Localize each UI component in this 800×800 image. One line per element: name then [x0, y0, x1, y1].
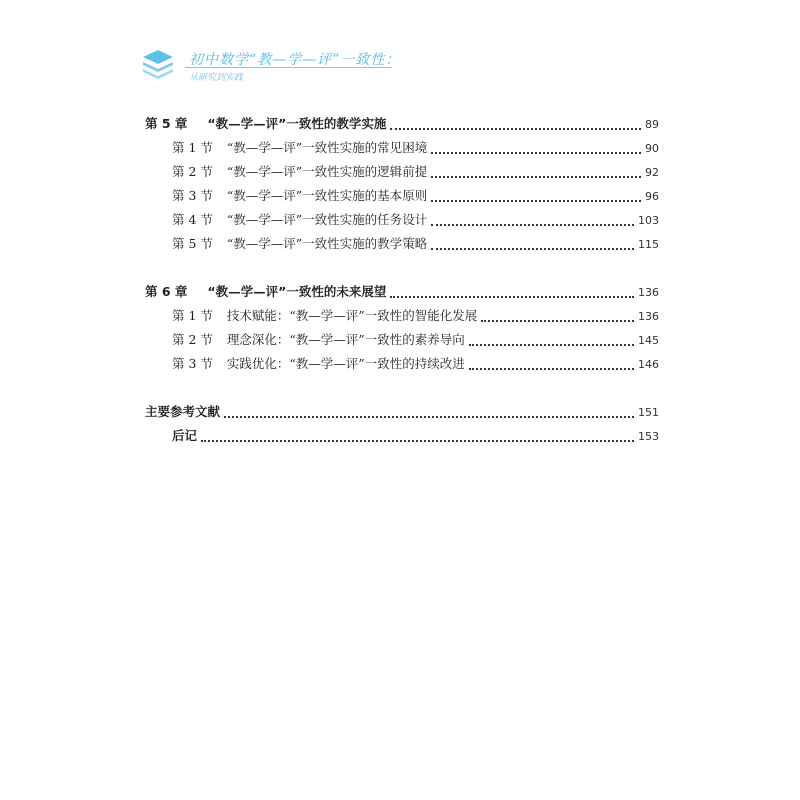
- toc-references[interactable]: [145, 400, 659, 424]
- toc-section[interactable]: [145, 184, 659, 208]
- section-title: “教—学—评”一致性实施的常见困境: [226, 140, 428, 155]
- section-number: 第 5 节: [172, 236, 213, 251]
- section-number: 第 2 节: [172, 332, 213, 347]
- dot-leader: [390, 127, 641, 130]
- toc-section[interactable]: [145, 136, 659, 160]
- page-number: 145: [638, 334, 659, 347]
- dot-leader: [431, 223, 634, 226]
- dot-leader: [469, 367, 634, 370]
- dot-leader: [431, 151, 641, 154]
- page-number: 96: [645, 190, 659, 203]
- dot-leader: [431, 175, 641, 178]
- dot-leader: [431, 247, 634, 250]
- section-number: 第 2 节: [172, 164, 213, 179]
- book-subtitle: 从研究到实践: [189, 73, 244, 83]
- section-title: “教—学—评”一致性实施的基本原则: [226, 188, 428, 203]
- toc-section[interactable]: [145, 160, 659, 184]
- page-number: 151: [638, 406, 659, 419]
- layers-logo-icon: [141, 48, 175, 80]
- chapter-number: 第 5 章: [145, 116, 188, 131]
- chapter-title: “教—学—评”一致性的教学实施: [207, 116, 387, 131]
- toc-section[interactable]: [145, 304, 659, 328]
- chapter-title: “教—学—评”一致性的未来展望: [207, 284, 387, 299]
- references-title: 主要参考文献: [145, 404, 221, 419]
- toc-section[interactable]: [145, 352, 659, 376]
- dot-leader: [481, 319, 634, 322]
- dot-leader: [431, 199, 641, 202]
- page-number: 89: [645, 118, 659, 131]
- page-number: 136: [638, 310, 659, 323]
- table-of-contents: [145, 112, 659, 448]
- afterword-title: 后记: [172, 428, 198, 443]
- section-title: 技术赋能：“教—学—评”一致性的智能化发展: [226, 308, 478, 323]
- dot-leader: [469, 343, 634, 346]
- page-number: 136: [638, 286, 659, 299]
- page-number: 115: [638, 238, 659, 251]
- book-title: 初中数学“教—学—评”一致性：: [189, 52, 401, 68]
- toc-section[interactable]: [145, 328, 659, 352]
- dot-leader: [201, 439, 634, 442]
- page-number: 103: [638, 214, 659, 227]
- chapter-gap: [145, 256, 659, 280]
- section-number: 第 3 节: [172, 356, 213, 371]
- section-title: 实践优化：“教—学—评”一致性的持续改进: [226, 356, 465, 371]
- section-title: “教—学—评”一致性实施的教学策略: [226, 236, 428, 251]
- chapter-gap: [145, 376, 659, 400]
- section-number: 第 1 节: [172, 308, 213, 323]
- chapter-number: 第 6 章: [145, 284, 188, 299]
- toc-section[interactable]: [145, 232, 659, 256]
- toc-chapter-5[interactable]: [145, 112, 659, 136]
- page-number: 153: [638, 430, 659, 443]
- toc-afterword[interactable]: [145, 424, 659, 448]
- page-number: 146: [638, 358, 659, 371]
- section-title: 理念深化：“教—学—评”一致性的素养导向: [226, 332, 465, 347]
- page-number: 92: [645, 166, 659, 179]
- section-number: 第 4 节: [172, 212, 213, 227]
- section-title: “教—学—评”一致性实施的逻辑前提: [226, 164, 428, 179]
- section-number: 第 1 节: [172, 140, 213, 155]
- dot-leader: [390, 295, 634, 298]
- running-header: [141, 44, 401, 84]
- section-number: 第 3 节: [172, 188, 213, 203]
- page-number: 90: [645, 142, 659, 155]
- toc-section[interactable]: [145, 208, 659, 232]
- toc-chapter-6[interactable]: [145, 280, 659, 304]
- dot-leader: [224, 415, 634, 418]
- section-title: “教—学—评”一致性实施的任务设计: [226, 212, 428, 227]
